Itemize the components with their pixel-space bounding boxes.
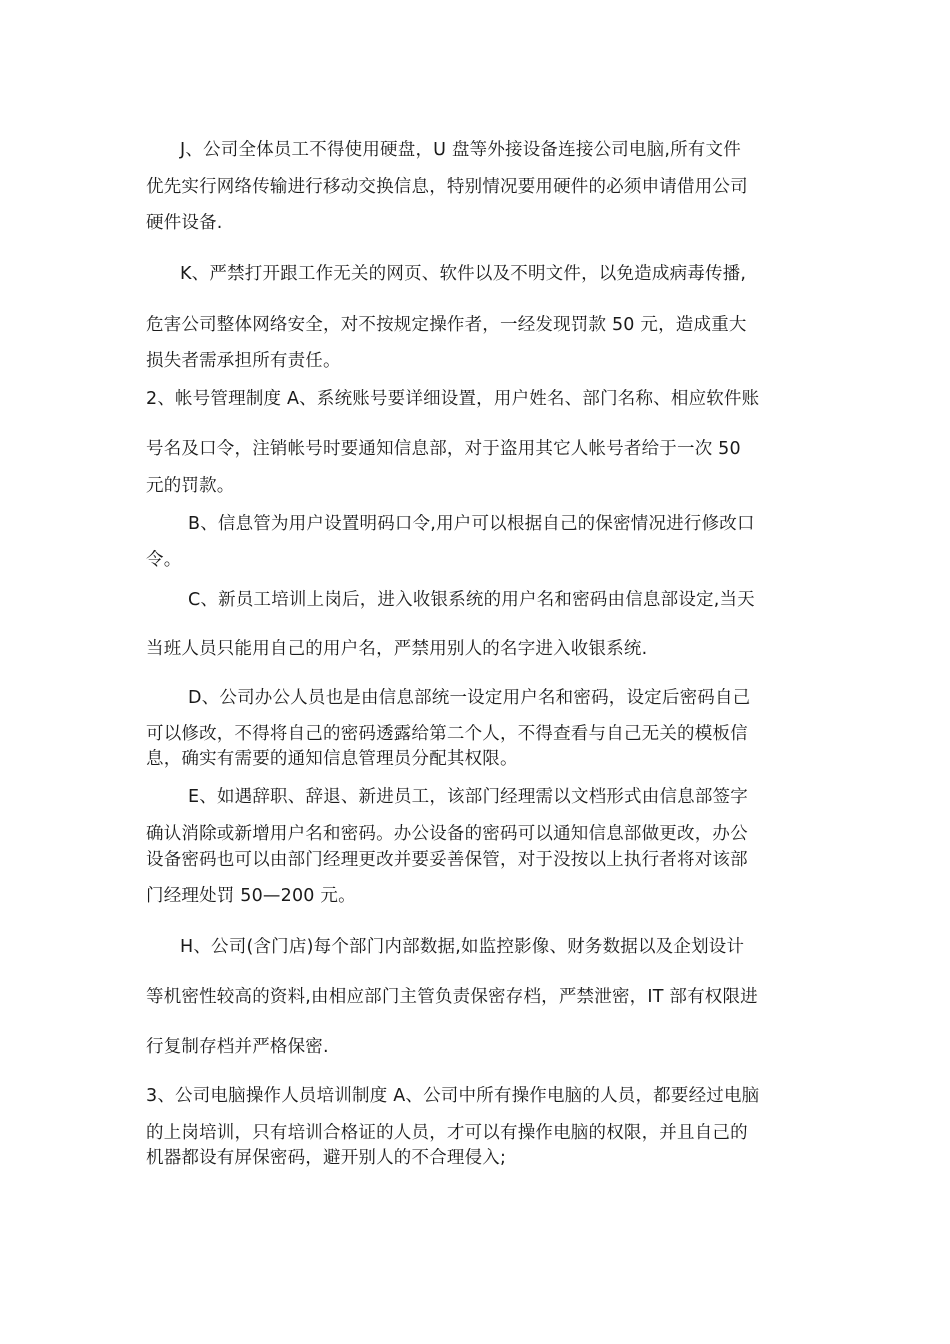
- text-line: 号名及口令，注销帐号时要通知信息部，对于盗用其它人帐号者给于一次 50: [146, 439, 741, 459]
- text-line: 元的罚款。: [146, 476, 235, 496]
- text-line: 息，确实有需要的通知信息管理员分配其权限。: [146, 749, 518, 769]
- text-line: 机器都设有屏保密码，避开别人的不合理侵入;: [146, 1148, 507, 1168]
- text-line: K、严禁打开跟工作无关的网页、软件以及不明文件，以免造成病毒传播,: [180, 264, 747, 284]
- text-line: 行复制存档并严格保密.: [146, 1037, 329, 1057]
- text-line: 优先实行网络传输进行移动交换信息，特别情况要用硬件的必须申请借用公司: [146, 177, 748, 197]
- text-line: 等机密性较高的资料,由相应部门主管负责保密存档，严禁泄密，IT 部有权限进: [146, 987, 758, 1007]
- text-line: B、信息管为用户设置明码口令,用户可以根据自己的保密情况进行修改口: [188, 514, 755, 534]
- text-line: E、如遇辞职、辞退、新进员工，该部门经理需以文档形式由信息部签字: [188, 787, 748, 807]
- text-line: 令。: [146, 550, 182, 570]
- text-line: C、新员工培训上岗后，进入收银系统的用户名和密码由信息部设定,当天: [188, 590, 755, 610]
- text-line: H、公司(含门店)每个部门内部数据,如监控影像、财务数据以及企划设计: [180, 937, 745, 957]
- text-line: 的上岗培训，只有培训合格证的人员，才可以有操作电脑的权限，并且自己的: [146, 1123, 748, 1143]
- text-line: D、公司办公人员也是由信息部统一设定用户名和密码，设定后密码自己: [188, 688, 751, 708]
- text-line: 损失者需承担所有责任。: [146, 351, 341, 371]
- text-line: 当班人员只能用自己的用户名，严禁用别人的名字进入收银系统.: [146, 639, 648, 659]
- text-line: 2、帐号管理制度 A、系统账号要详细设置，用户姓名、部门名称、相应软件账: [146, 389, 760, 409]
- text-line: J、公司全体员工不得使用硬盘，U 盘等外接设备连接公司电脑,所有文件: [180, 140, 741, 160]
- text-line: 可以修改，不得将自己的密码透露给第二个人，不得查看与自己无关的模板信: [146, 724, 748, 744]
- text-line: 危害公司整体网络安全，对不按规定操作者，一经发现罚款 50 元，造成重大: [146, 315, 747, 335]
- text-line: 硬件设备.: [146, 213, 223, 233]
- text-line: 门经理处罚 50—200 元。: [146, 886, 356, 906]
- text-line: 设备密码也可以由部门经理更改并要妥善保管，对于没按以上执行者将对该部: [146, 850, 748, 870]
- text-line: 3、公司电脑操作人员培训制度 A、公司中所有操作电脑的人员，都要经过电脑: [146, 1086, 760, 1106]
- text-line: 确认消除或新增用户名和密码。办公设备的密码可以通知信息部做更改，办公: [146, 824, 748, 844]
